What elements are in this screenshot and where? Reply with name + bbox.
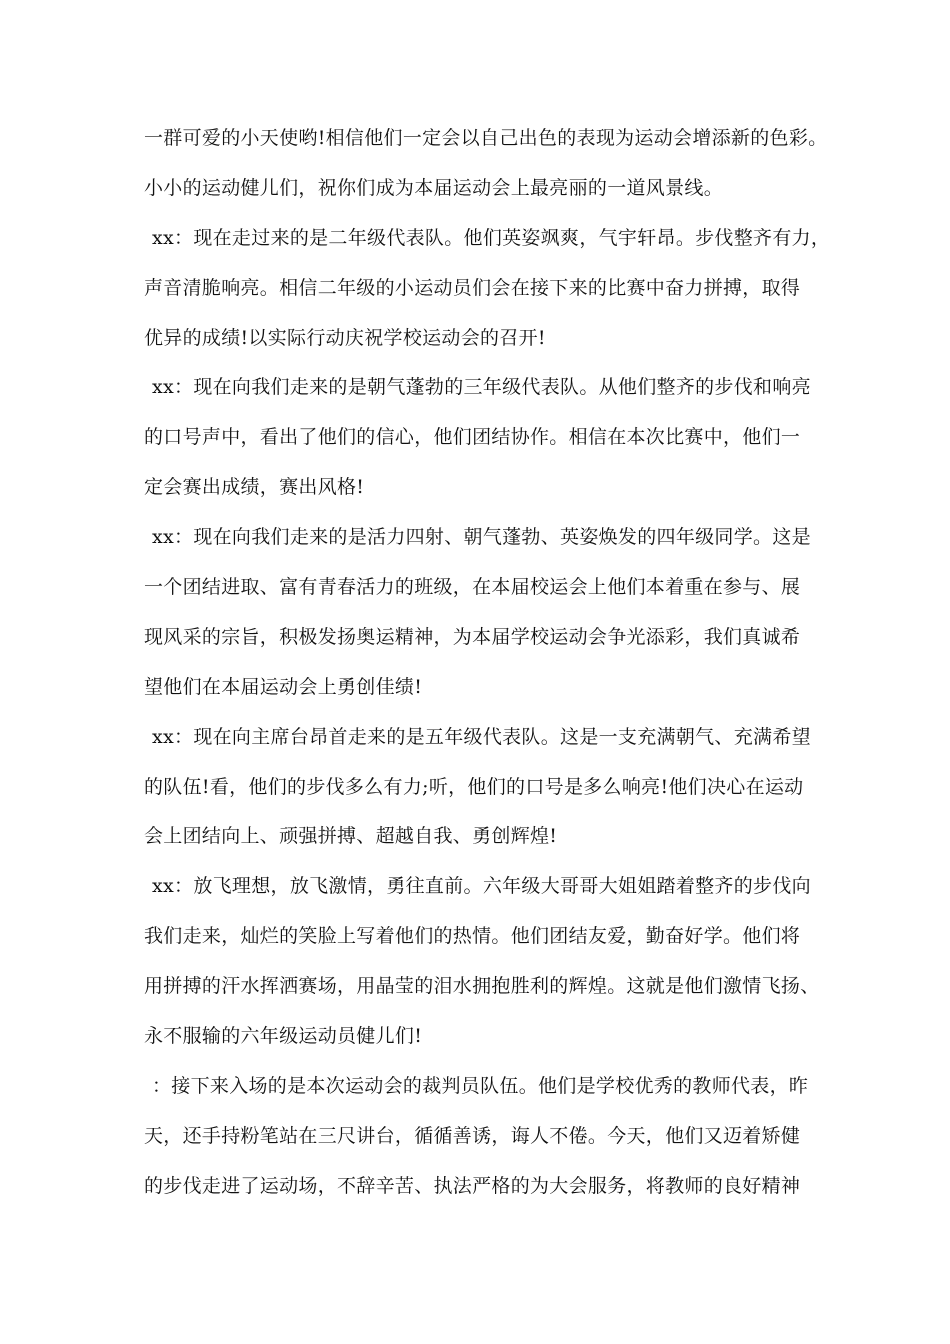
text-line: 的口号声中，看出了他们的信心，他们团结协作。相信在本次比赛中，他们一 [144, 426, 801, 449]
text-line: xx：现在向我们走来的是朝气蓬勃的三年级代表队。从他们整齐的步伐和响亮 [152, 376, 811, 399]
text-line: 定会赛出成绩，赛出风格! [144, 476, 365, 499]
text-line: xx：现在向我们走来的是活力四射、朝气蓬勃、英姿焕发的四年级同学。这是 [152, 526, 811, 549]
text-line: 的步伐走进了运动场，不辞辛苦、执法严格的为大会服务，将教师的良好精神 [144, 1174, 801, 1197]
text-line: 一个团结进取、富有青春活力的班级，在本届校运会上他们本着重在参与、展 [144, 576, 801, 599]
text-line: xx：现在走过来的是二年级代表队。他们英姿飒爽，气宇轩昂。步伐整齐有力， [152, 226, 831, 249]
text-line: 永不服输的六年级运动员健儿们! [144, 1025, 423, 1048]
text-line: 现风采的宗旨，积极发扬奥运精神，为本届学校运动会争光添彩，我们真诚希 [144, 625, 801, 648]
text-line: 优异的成绩!以实际行动庆祝学校运动会的召开! [144, 326, 546, 349]
text-line: xx：现在向主席台昂首走来的是五年级代表队。这是一支充满朝气、充满希望 [152, 725, 811, 748]
text-line: 天，还手持粉笔站在三尺讲台，循循善诱，诲人不倦。今天，他们又迈着矫健 [144, 1124, 801, 1147]
text-line: 望他们在本届运动会上勇创佳绩! [144, 675, 423, 698]
text-line: xx：放飞理想，放飞激情，勇往直前。六年级大哥哥大姐姐踏着整齐的步伐向 [152, 875, 811, 898]
text-line: 的队伍!看，他们的步伐多么有力;听，他们的口号是多么响亮!他们决心在运动 [144, 775, 804, 798]
text-line: 我们走来，灿烂的笑脸上写着他们的热情。他们团结友爱，勤奋好学。他们将 [144, 925, 801, 948]
text-line: 小小的运动健儿们，祝你们成为本届运动会上最亮丽的一道风景线。 [144, 176, 724, 199]
text-line: ：接下来入场的是本次运动会的裁判员队伍。他们是学校优秀的教师代表，昨 [152, 1074, 809, 1097]
text-line: 一群可爱的小天使哟!相信他们一定会以自己出色的表现为运动会增添新的色彩。 [144, 127, 828, 149]
document-body [144, 120, 831, 1218]
text-line: 声音清脆响亮。相信二年级的小运动员们会在接下来的比赛中奋力拼搏，取得 [144, 276, 801, 299]
text-line: 用拼搏的汗水挥洒赛场，用晶莹的泪水拥抱胜利的辉煌。这就是他们激情飞扬、 [144, 975, 820, 998]
text-line: 会上团结向上、顽强拼搏、超越自我、勇创辉煌! [144, 825, 558, 848]
